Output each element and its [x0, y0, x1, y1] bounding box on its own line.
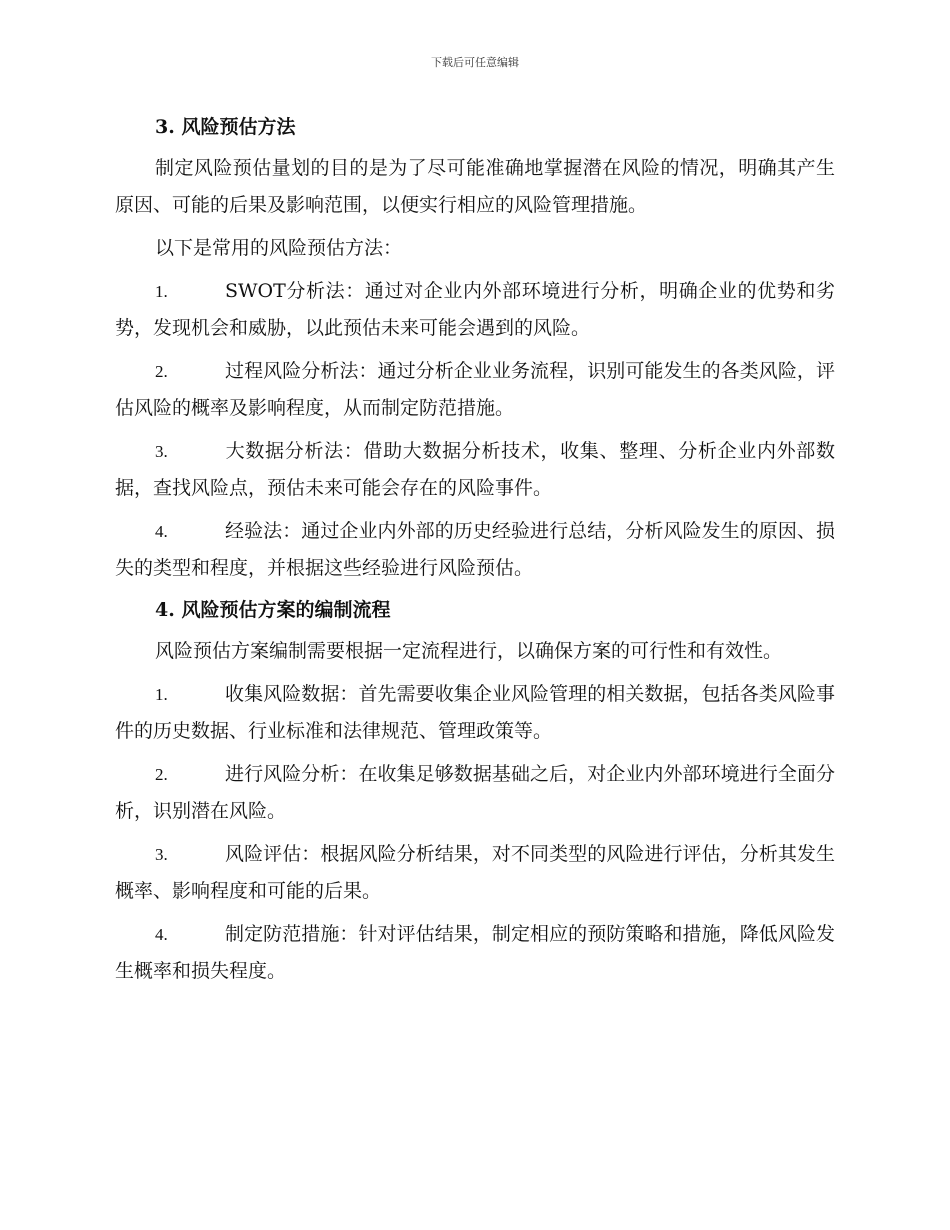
list-item [115, 676, 835, 750]
list-item-number: 4. [155, 925, 168, 944]
header-note: 下载后可任意编辑 [431, 56, 519, 69]
list-item [115, 756, 835, 830]
list-item [115, 513, 835, 587]
list-item [115, 353, 835, 427]
list-item-text: 制定防范措施：针对评估结果，制定相应的预防策略和措施，降低风险发生概率和损失程度。 [115, 923, 835, 982]
list-item-number: 2. [155, 362, 168, 381]
list-item-text: 风险评估：根据风险分析结果，对不同类型的风险进行评估，分析其发生概率、影响程度和可能的后果。 [115, 843, 835, 902]
section-4-title: 4. 风险预估方案的编制流程 [155, 599, 391, 621]
list-item-number: 3. [155, 845, 168, 864]
list-item [115, 273, 835, 347]
list-item-number: 3. [155, 442, 168, 461]
section-4-intro: 风险预估方案编制需要根据一定流程进行，以确保方案的可行性和有效性。 [155, 640, 783, 662]
section-3-lead: 以下是常用的风险预估方法： [155, 237, 403, 259]
list-item [115, 916, 835, 990]
list-item-number: 1. [155, 685, 168, 704]
list-item-number: 1. [155, 282, 168, 301]
section-3-intro: 制定风险预估量划的目的是为了尽可能准确地掌握潜在风险的情况，明确其产生原因、可能的后果及影响范围，以便实行相应的风险管理措施。 [115, 157, 835, 216]
list-item-number: 2. [155, 765, 168, 784]
list-item [115, 433, 835, 507]
list-item-text: 进行风险分析：在收集足够数据基础之后，对企业内外部环境进行全面分析，识别潜在风险。 [115, 763, 835, 822]
document-body [115, 110, 835, 996]
list-item-text: 收集风险数据：首先需要收集企业风险管理的相关数据，包括各类风险事件的历史数据、行业标准和法律规范、管理政策等。 [115, 683, 835, 742]
list-item-text: 大数据分析法：借助大数据分析技术，收集、整理、分析企业内外部数据，查找风险点，预估未来可能会存在的风险事件。 [115, 440, 835, 499]
section-3-title: 3. 风险预估方法 [155, 116, 296, 138]
list-item-text: 经验法：通过企业内外部的历史经验进行总结，分析风险发生的原因、损失的类型和程度，并根据这些经验进行风险预估。 [115, 520, 835, 579]
list-item-text: SWOT分析法：通过对企业内外部环境进行分析，明确企业的优势和劣势，发现机会和威胁，以此预估未来可能会遇到的风险。 [115, 280, 835, 339]
list-item-text: 过程风险分析法：通过分析企业业务流程，识别可能发生的各类风险，评估风险的概率及影响程度，从而制定防范措施。 [115, 360, 835, 419]
list-item [115, 836, 835, 910]
list-item-number: 4. [155, 522, 168, 541]
